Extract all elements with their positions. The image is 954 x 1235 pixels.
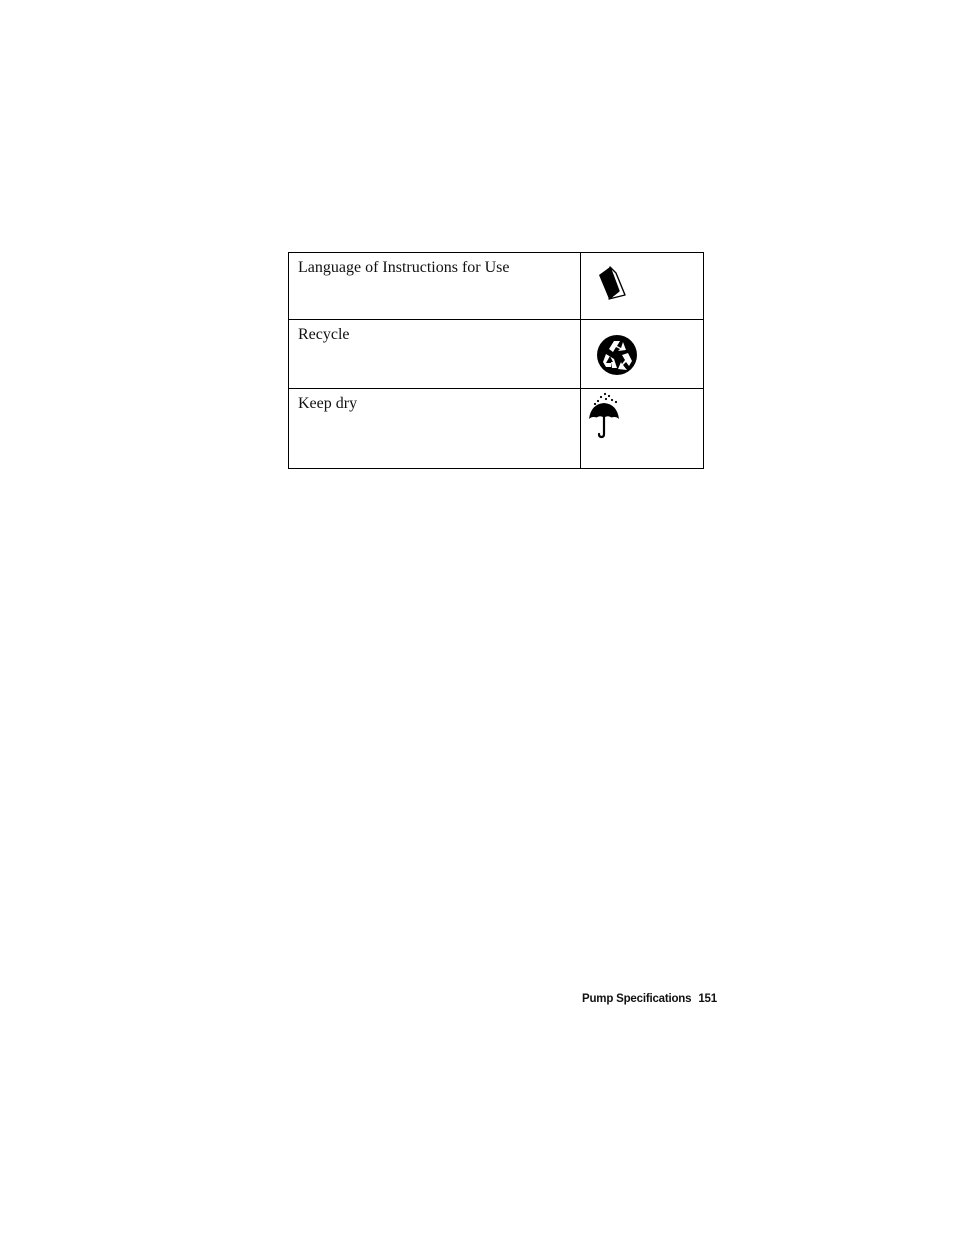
- recycle-icon: [595, 333, 639, 377]
- symbol-cell-keep-dry: [581, 389, 704, 469]
- page-footer: [582, 993, 717, 1005]
- umbrella-icon: [588, 391, 624, 439]
- footer-section-title: Pump Specifications: [582, 993, 692, 1005]
- symbol-label-recycle: Recycle: [289, 320, 581, 389]
- symbols-table: [288, 252, 704, 469]
- table-row: [289, 253, 704, 320]
- table-row: [289, 320, 704, 389]
- table-row: [289, 389, 704, 469]
- symbol-label-language: Language of Instructions for Use: [289, 253, 581, 320]
- page-number: 151: [698, 993, 717, 1005]
- book-icon: [597, 265, 633, 305]
- symbol-cell-recycle: [581, 320, 704, 389]
- symbol-label-keep-dry: Keep dry: [289, 389, 581, 469]
- symbol-cell-language: [581, 253, 704, 320]
